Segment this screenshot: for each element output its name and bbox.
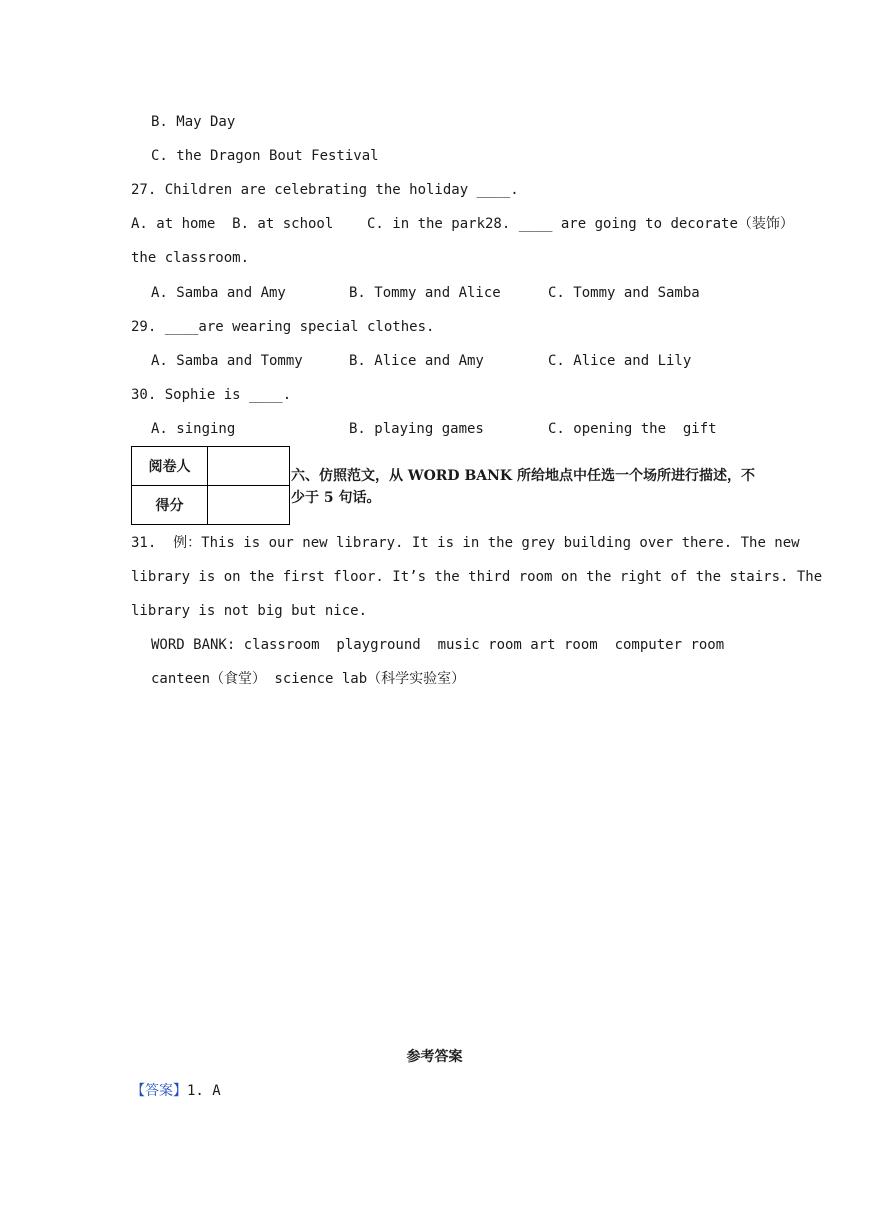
q29-stem: 29. ____are wearing special clothes. (131, 319, 435, 335)
q31-line-1: 31. 例：This is our new library. It is in the grey building over there. The new (131, 535, 800, 551)
q30-stem: 30. Sophie is ____. (131, 387, 292, 403)
answer-first: 1. A (187, 1083, 221, 1099)
score-table (131, 446, 290, 525)
score-label: 得分 (132, 486, 208, 525)
q28-option-c: C. Tommy and Samba (548, 285, 700, 301)
score-cell (208, 486, 290, 525)
reviewer-cell (208, 447, 290, 486)
q29-option-c: C. Alice and Lily (548, 353, 692, 369)
section-6-title: 六、仿照范文，从 WORD BANK 所给地点中任选一个场所进行描述，不少于 5 句话。 (291, 468, 755, 506)
word-bank-line-1: WORD BANK: classroom playground music room art room computer room (151, 637, 725, 653)
q28-option-a: A. Samba and Amy (151, 285, 286, 301)
answer-line (131, 1080, 221, 1100)
q30-option-a: A. singing (151, 421, 236, 437)
q30-option-c: C. opening the gift (548, 421, 717, 437)
q26-option-c: C. the Dragon Bout Festival (151, 148, 379, 164)
q29-option-b: B. Alice and Amy (349, 353, 484, 369)
q27-stem: 27. Children are celebrating the holiday ____. (131, 182, 519, 198)
q28-option-b: B. Tommy and Alice (349, 285, 501, 301)
q27-options: A. at home B. at school C. in the park28. ____ are going to decorate（装饰） (131, 216, 794, 232)
answers-title: 参考答案 (406, 1049, 463, 1065)
q26-option-b: B. May Day (151, 114, 236, 130)
q28-continuation: the classroom. (131, 250, 250, 266)
answer-tag: 【答案】 (131, 1083, 187, 1099)
q31-line-3: library is not big but nice. (131, 603, 368, 619)
q30-option-b: B. playing games (349, 421, 484, 437)
word-bank-line-2: canteen（食堂） science lab（科学实验室） (151, 671, 466, 687)
q29-option-a: A. Samba and Tommy (151, 353, 303, 369)
q31-line-2: library is on the first floor. It’s the third room on the right of the stairs. The (131, 569, 823, 585)
reviewer-label: 阅卷人 (132, 447, 208, 486)
